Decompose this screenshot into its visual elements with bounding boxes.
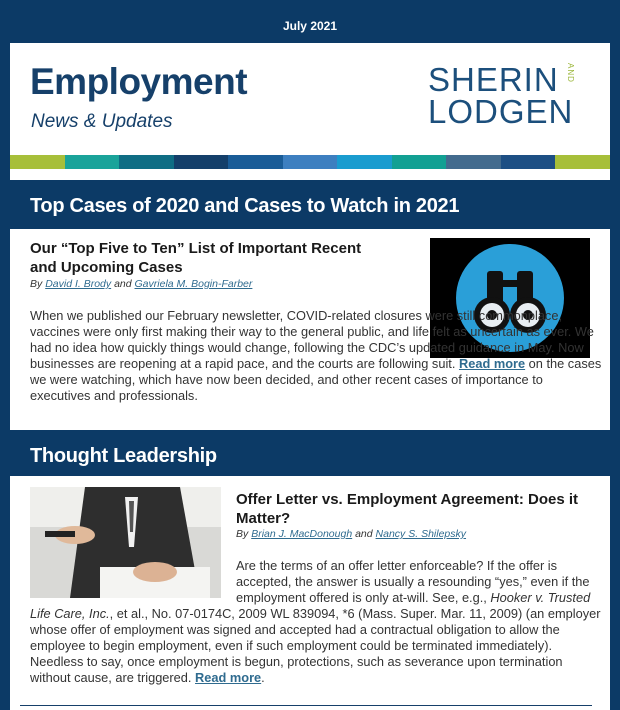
stripe-segment [392,155,447,169]
logo-line-2: LODGEN [428,93,574,130]
read-more-link[interactable]: Read more [458,356,526,371]
stripe-segment [228,155,283,169]
article-title[interactable]: Offer Letter vs. Employment Agreement: Does it Matter? [236,491,579,527]
logo-and: AND [566,63,575,83]
masthead [10,43,610,180]
read-more-link[interactable]: Read more [195,670,262,685]
section-title-top-cases: Top Cases of 2020 and Cases to Watch in 2021 [30,195,460,217]
article-card-offer-letter [10,476,610,710]
article-byline [30,278,252,290]
article-body-text: Are the terms of an offer letter enforceable? If the offer is accepted, the answer is usually a resounding “yes,” even if the employment offered is only at-will. See, e.g., [236,558,590,605]
byline-by: By [30,278,43,290]
firm-logo [428,61,588,136]
article-card-top-cases [10,229,610,430]
byline-by: By [236,528,249,540]
byline-and: and [114,278,132,290]
newsletter-title: Employment [30,61,248,102]
stripe-segment [65,155,120,169]
issue-date: July 2021 [282,19,338,33]
article-body-text: When we published our February newsletter, COVID-related closures were still commonplace, vaccines were only first making their way to the general public, and life felt as uncertain as ever. We had no idea how quickly things would change, following the CDC’s updated guidance in May. Now businesses are reopening at a rapid pace, and the courts are following suit. [30,308,594,371]
logo-line-1: SHERIN [428,61,559,98]
stripe-segment [337,155,392,169]
article-title[interactable]: Our “Top Five to Ten” List of Important Recent and Upcoming Cases [30,240,362,276]
period: . [261,670,265,685]
divider [20,705,592,706]
stripe-segment [174,155,229,169]
article-body-end: on the cases we were watching, which have now been decided, and other recent cases of importance to executives and professionals. [30,356,602,403]
article-body [30,308,602,404]
section-title-thought-leadership: Thought Leadership [30,445,217,467]
stripe-segment [446,155,501,169]
article-body-text-2: , et al., No. 07-0174C, 2009 WL 839094, *6 (Mass. Super. Mar. 11, 2009) (an employer whose offer of employment was signed and accepted had a contractual obligation to allow the employee to begin employment, even if such employment could be terminated immediately). Needless to say, once employment is begun, protections, such as severance upon termination without cause, are triggered. [30,606,601,685]
author-link[interactable]: Nancy S. Shilepsky [375,528,467,540]
case-name: Hooker v. Trusted Life Care, Inc. [30,590,591,621]
byline-and: and [355,528,373,540]
stripe-segment [501,155,556,169]
stripe-segment [10,155,65,169]
newsletter-subtitle: News & Updates [31,111,173,132]
color-stripe [10,155,610,169]
article-body [30,558,602,686]
article-byline [236,528,466,540]
stripe-segment [283,155,338,169]
stripe-segment [555,155,610,169]
author-link[interactable]: David I. Brody [45,278,112,290]
author-link[interactable]: Gavriela M. Bogin-Farber [134,278,253,290]
author-link[interactable]: Brian J. MacDonough [251,528,353,540]
stripe-segment [119,155,174,169]
